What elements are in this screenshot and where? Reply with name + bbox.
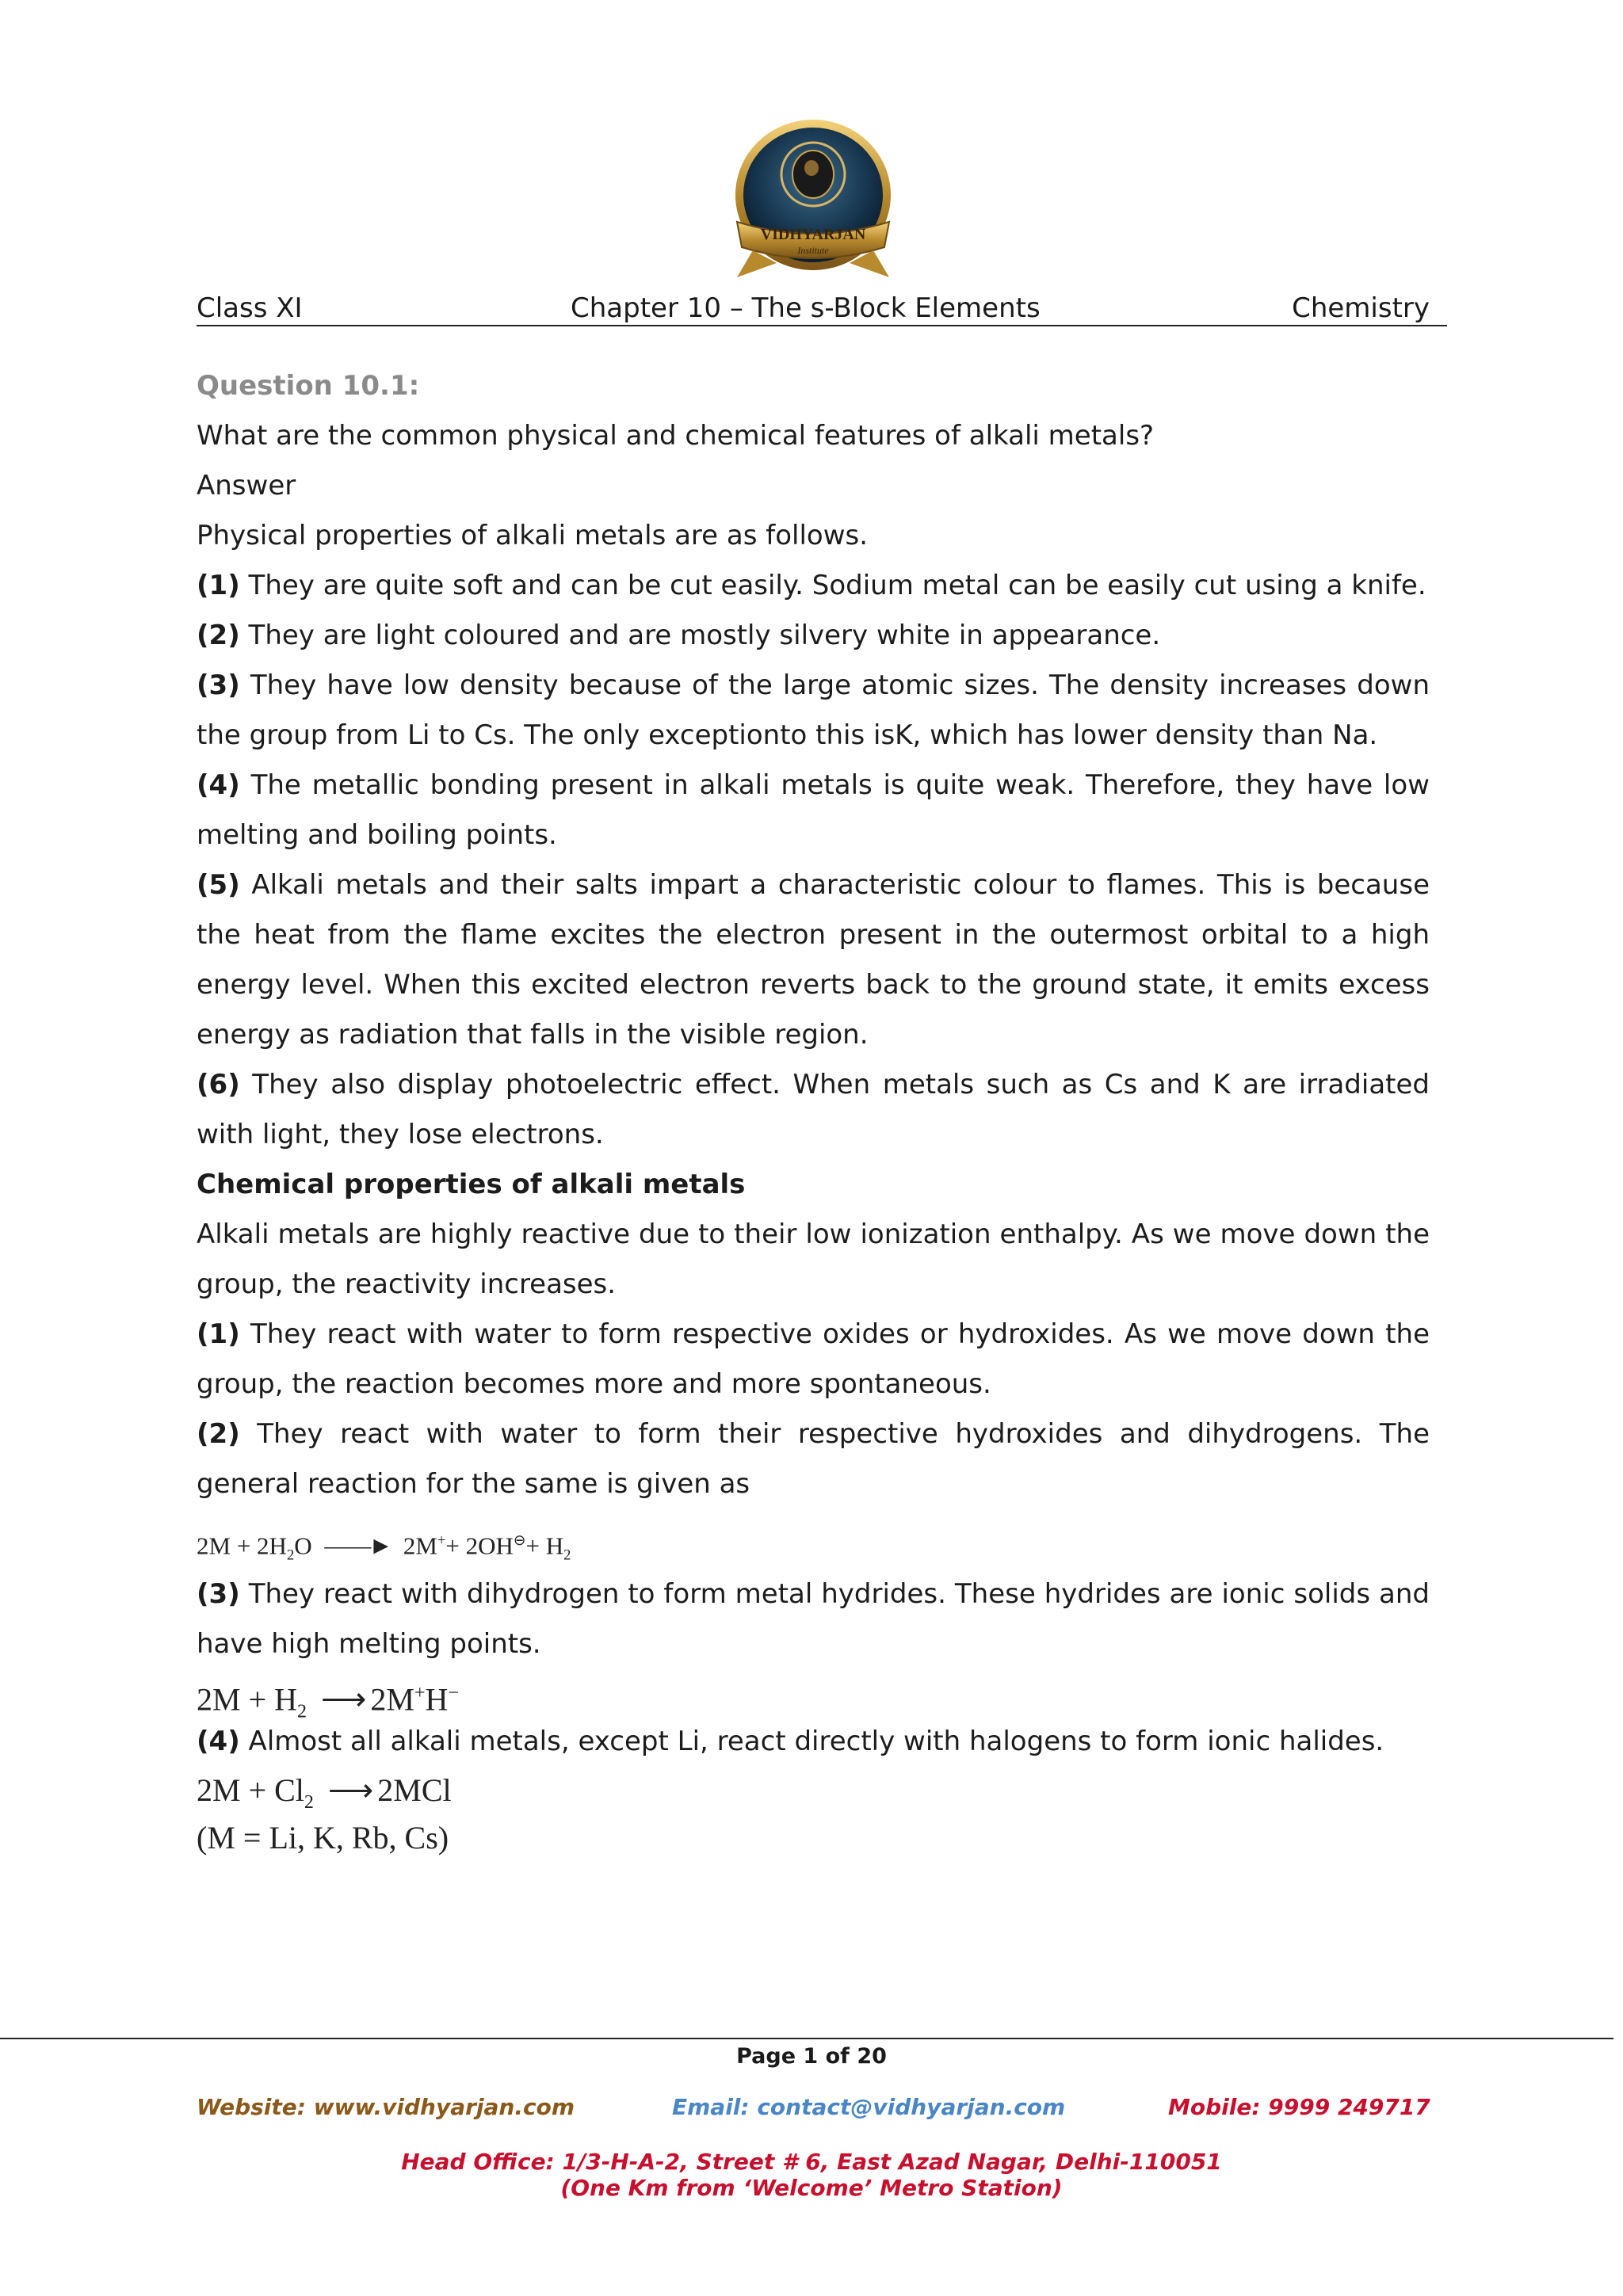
chemical-heading: Chemical properties of alkali metals xyxy=(197,1169,746,1200)
physical-item: (4) The metallic bonding present in alkali metals is quite weak. Therefore, they have low melting and boiling points. xyxy=(197,769,1430,851)
physical-item: (1) They are quite soft and can be cut easily. Sodium metal can be easily cut using a knife. xyxy=(197,570,1426,601)
logo-subtext: Institute xyxy=(797,245,829,256)
page-header xyxy=(197,292,1447,326)
header-chapter: Chapter 10 – The s-Block Elements xyxy=(571,292,1041,324)
footer-head-office: Head Office: 1/3-H-A-2, Street # 6, East Azad Nagar, Delhi-110051 xyxy=(401,2149,1222,2175)
physical-item: (2) They are light coloured and are mostly silvery white in appearance. xyxy=(197,620,1161,651)
physical-intro: Physical properties of alkali metals are as follows. xyxy=(197,520,869,551)
physical-item: (5) Alkali metals and their salts impart a characteristic colour to flames. This is because the heat from the flame excites the electron present in the outermost orbital to a high energy level. When this excited electron reverts back to the ground state, it emits excess energy as radiation that falls in the visible region. xyxy=(197,869,1430,1051)
equation-hydride: $2M + H_2$ ⟶ 2M+H− xyxy=(197,1681,459,1722)
equation-metal-list: (M = Li, K, Rb, Cs) xyxy=(197,1820,449,1855)
physical-item: (6) They also display photoelectric effect. When metals such as Cs and K are irradiated with light, they lose electrons. xyxy=(197,1069,1430,1150)
footer-divider xyxy=(0,2038,1613,2039)
logo-text: VIDHYARJAN xyxy=(760,226,866,243)
equation-water-reaction: $2M + 2H_2O$ ——► $2M^++ 2OH^⊖+ H_2$ xyxy=(197,1531,571,1564)
chemical-item: (2) They react with water to form their respective hydroxides and dihydrogens. The general reaction for the same is given as xyxy=(197,1418,1430,1500)
question-title: Question 10.1: xyxy=(197,370,420,402)
footer-mobile: Mobile: 9999 249717 xyxy=(1168,2094,1430,2120)
footer-email[interactable]: Email: contact@vidhyarjan.com xyxy=(672,2094,1066,2120)
chemical-item: (3) They react with dihydrogen to form metal hydrides. These hydrides are ionic solids and have high melting points. xyxy=(197,1578,1430,1660)
equation-halide: $2M + Cl_2$ ⟶ 2MCl xyxy=(197,1772,452,1813)
header-class: Class XI xyxy=(197,292,303,324)
footer-website[interactable]: Website: www.vidhyarjan.com xyxy=(197,2094,575,2120)
answer-label: Answer xyxy=(197,470,296,502)
page-number: Page 1 of 20 xyxy=(736,2044,887,2069)
header-subject: Chemistry xyxy=(1292,292,1430,324)
document-body xyxy=(197,361,1430,1862)
physical-item: (3) They have low density because of the large atomic sizes. The density increases down the group from Li to Cs. The only exceptionto this isK, which has lower density than Na. xyxy=(197,669,1430,751)
question-text: What are the common physical and chemical features of alkali metals? xyxy=(197,420,1155,452)
chemical-item: (1) They react with water to form respective oxides or hydroxides. As we move down the group, the reaction becomes more and more spontaneous. xyxy=(197,1318,1430,1400)
chemical-intro: Alkali metals are highly reactive due to their low ionization enthalpy. As we move down the group, the reactivity increases. xyxy=(197,1219,1430,1300)
footer-landmark: (One Km from ‘Welcome’ Metro Station) xyxy=(560,2175,1063,2201)
chemical-item: (4) Almost all alkali metals, except Li, react directly with halogens to form ionic halides. xyxy=(197,1726,1384,1757)
institute-logo xyxy=(729,119,897,292)
